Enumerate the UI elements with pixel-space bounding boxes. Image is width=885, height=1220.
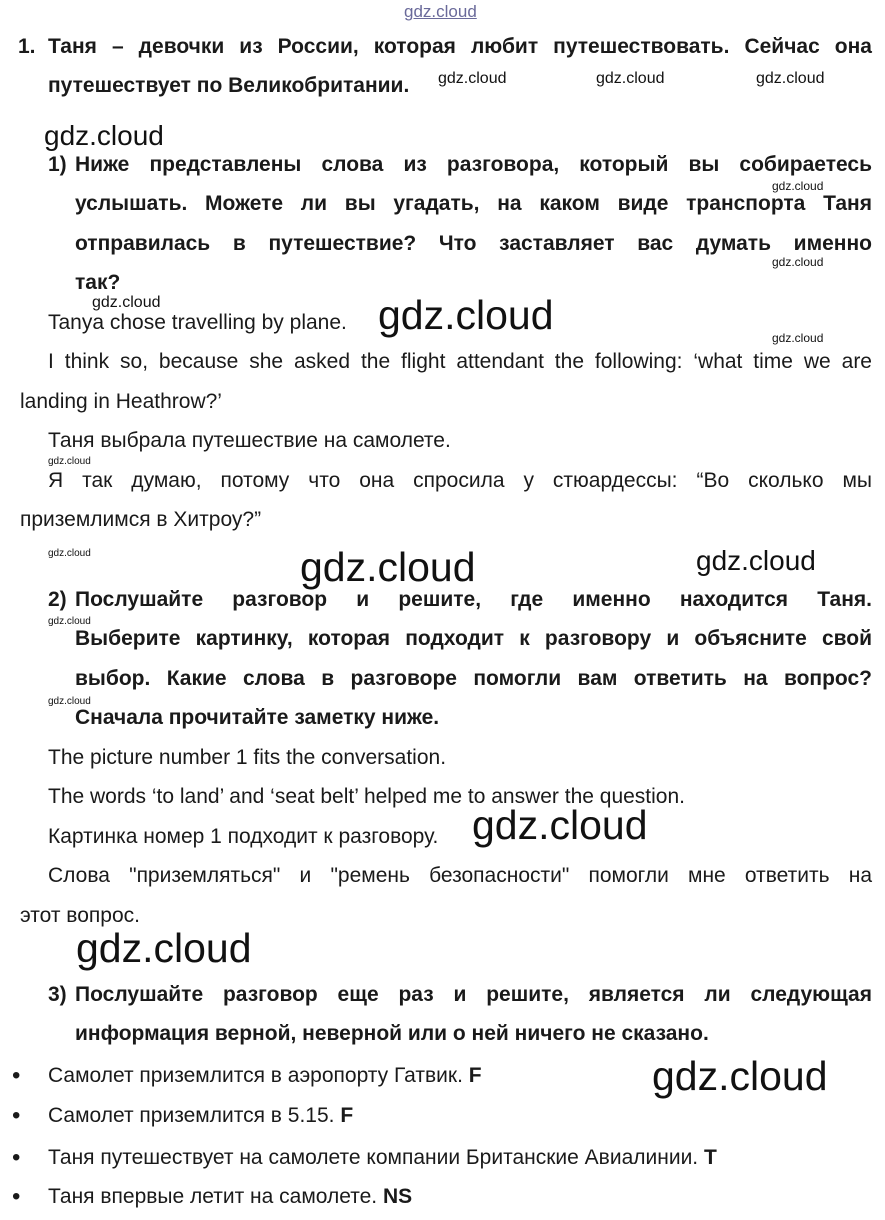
- list-bullet: •: [12, 1144, 21, 1171]
- task-intro-line2: путешествует по Великобритании.: [48, 74, 410, 97]
- watermark: gdz.cloud: [652, 1053, 828, 1099]
- watermark: gdz.cloud: [772, 255, 824, 269]
- watermark: gdz.cloud: [772, 331, 824, 345]
- part2-question-line4: Сначала прочитайте заметку ниже.: [75, 706, 440, 729]
- list-item-text: Самолет приземлится в 5.15.: [48, 1104, 335, 1127]
- list-item-text: Таня впервые летит на самолете.: [48, 1185, 378, 1208]
- watermark: gdz.cloud: [44, 120, 164, 151]
- watermark: gdz.cloud: [48, 696, 91, 707]
- list-bullet: •: [12, 1062, 21, 1089]
- list-item: [48, 1183, 412, 1211]
- task-intro-line1: Таня – девочки из России, которая любит путешествовать. Сейчас она: [48, 35, 872, 58]
- part2-question-line1: Послушайте разговор и решите, где именно находится Таня.: [75, 588, 872, 611]
- watermark: gdz.cloud: [48, 548, 91, 559]
- list-item: [48, 1144, 717, 1172]
- part1-question-line3: отправилась в путешествие? Что заставляет вас думать именно: [75, 232, 872, 255]
- part1-answer-ru-2b: приземлимся в Хитроу?”: [20, 508, 262, 531]
- list-item: [48, 1062, 482, 1090]
- task-number: 1.: [18, 35, 36, 58]
- watermark: gdz.cloud: [300, 544, 476, 590]
- watermark: gdz.cloud: [48, 456, 91, 467]
- watermark: gdz.cloud: [438, 70, 507, 87]
- part3-number: 3): [48, 983, 67, 1006]
- part2-answer-ru-1: Картинка номер 1 подходит к разговору.: [48, 825, 439, 848]
- answer-mark: F: [468, 1064, 482, 1087]
- answer-mark: T: [703, 1146, 717, 1169]
- watermark: gdz.cloud: [756, 70, 825, 87]
- part1-number: 1): [48, 153, 67, 176]
- part2-answer-ru-2a: Слова "приземляться" и "ремень безопасности" помогли мне ответить на: [48, 864, 872, 887]
- part1-answer-ru-1: Таня выбрала путешествие на самолете.: [48, 429, 451, 452]
- list-bullet: •: [12, 1102, 21, 1129]
- part1-answer-en-2b: landing in Heathrow?’: [20, 390, 222, 413]
- watermark: gdz.cloud: [76, 925, 252, 971]
- header-watermark: gdz.cloud: [404, 2, 477, 21]
- watermark: gdz.cloud: [696, 545, 816, 576]
- part1-question-line1: Ниже представлены слова из разговора, который вы собираетесь: [75, 153, 872, 176]
- part2-answer-en-2: The words ‘to land’ and ‘seat belt’ helped me to answer the question.: [48, 785, 685, 808]
- watermark: gdz.cloud: [378, 292, 554, 338]
- answer-mark: NS: [382, 1185, 413, 1208]
- part2-answer-ru-2b: этот вопрос.: [20, 904, 140, 927]
- part3-question-line1: Послушайте разговор еще раз и решите, является ли следующая: [75, 983, 872, 1006]
- part1-answer-ru-2a: Я так думаю, потому что она спросила у стюардессы: “Во сколько мы: [48, 469, 872, 492]
- list-item: [48, 1102, 353, 1130]
- list-bullet: •: [12, 1183, 21, 1210]
- watermark: gdz.cloud: [772, 179, 824, 193]
- list-item-text: Таня путешествует на самолете компании Британские Авиалинии.: [48, 1146, 699, 1169]
- part1-answer-en-1: Tanya chose travelling by plane.: [48, 311, 347, 334]
- part1-answer-en-2a: I think so, because she asked the flight attendant the following: ‘what time we are: [48, 350, 872, 373]
- watermark: gdz.cloud: [92, 294, 161, 311]
- part2-question-line2: Выберите картинку, которая подходит к разговору и объясните свой: [75, 627, 872, 650]
- watermark: gdz.cloud: [472, 802, 648, 848]
- part2-answer-en-1: The picture number 1 fits the conversation.: [48, 746, 447, 769]
- watermark: gdz.cloud: [596, 70, 665, 87]
- part2-question-line3: выбор. Какие слова в разговоре помогли вам ответить на вопрос?: [75, 667, 872, 690]
- answer-mark: F: [340, 1104, 354, 1127]
- part3-question-line2: информация верной, неверной или о ней ничего не сказано.: [75, 1022, 709, 1045]
- part2-number: 2): [48, 588, 67, 611]
- part1-question-line2: услышать. Можете ли вы угадать, на каком виде транспорта Таня: [75, 192, 872, 215]
- watermark: gdz.cloud: [48, 616, 91, 627]
- part1-question-line4: так?: [75, 271, 121, 294]
- list-item-text: Самолет приземлится в аэропорту Гатвик.: [48, 1064, 463, 1087]
